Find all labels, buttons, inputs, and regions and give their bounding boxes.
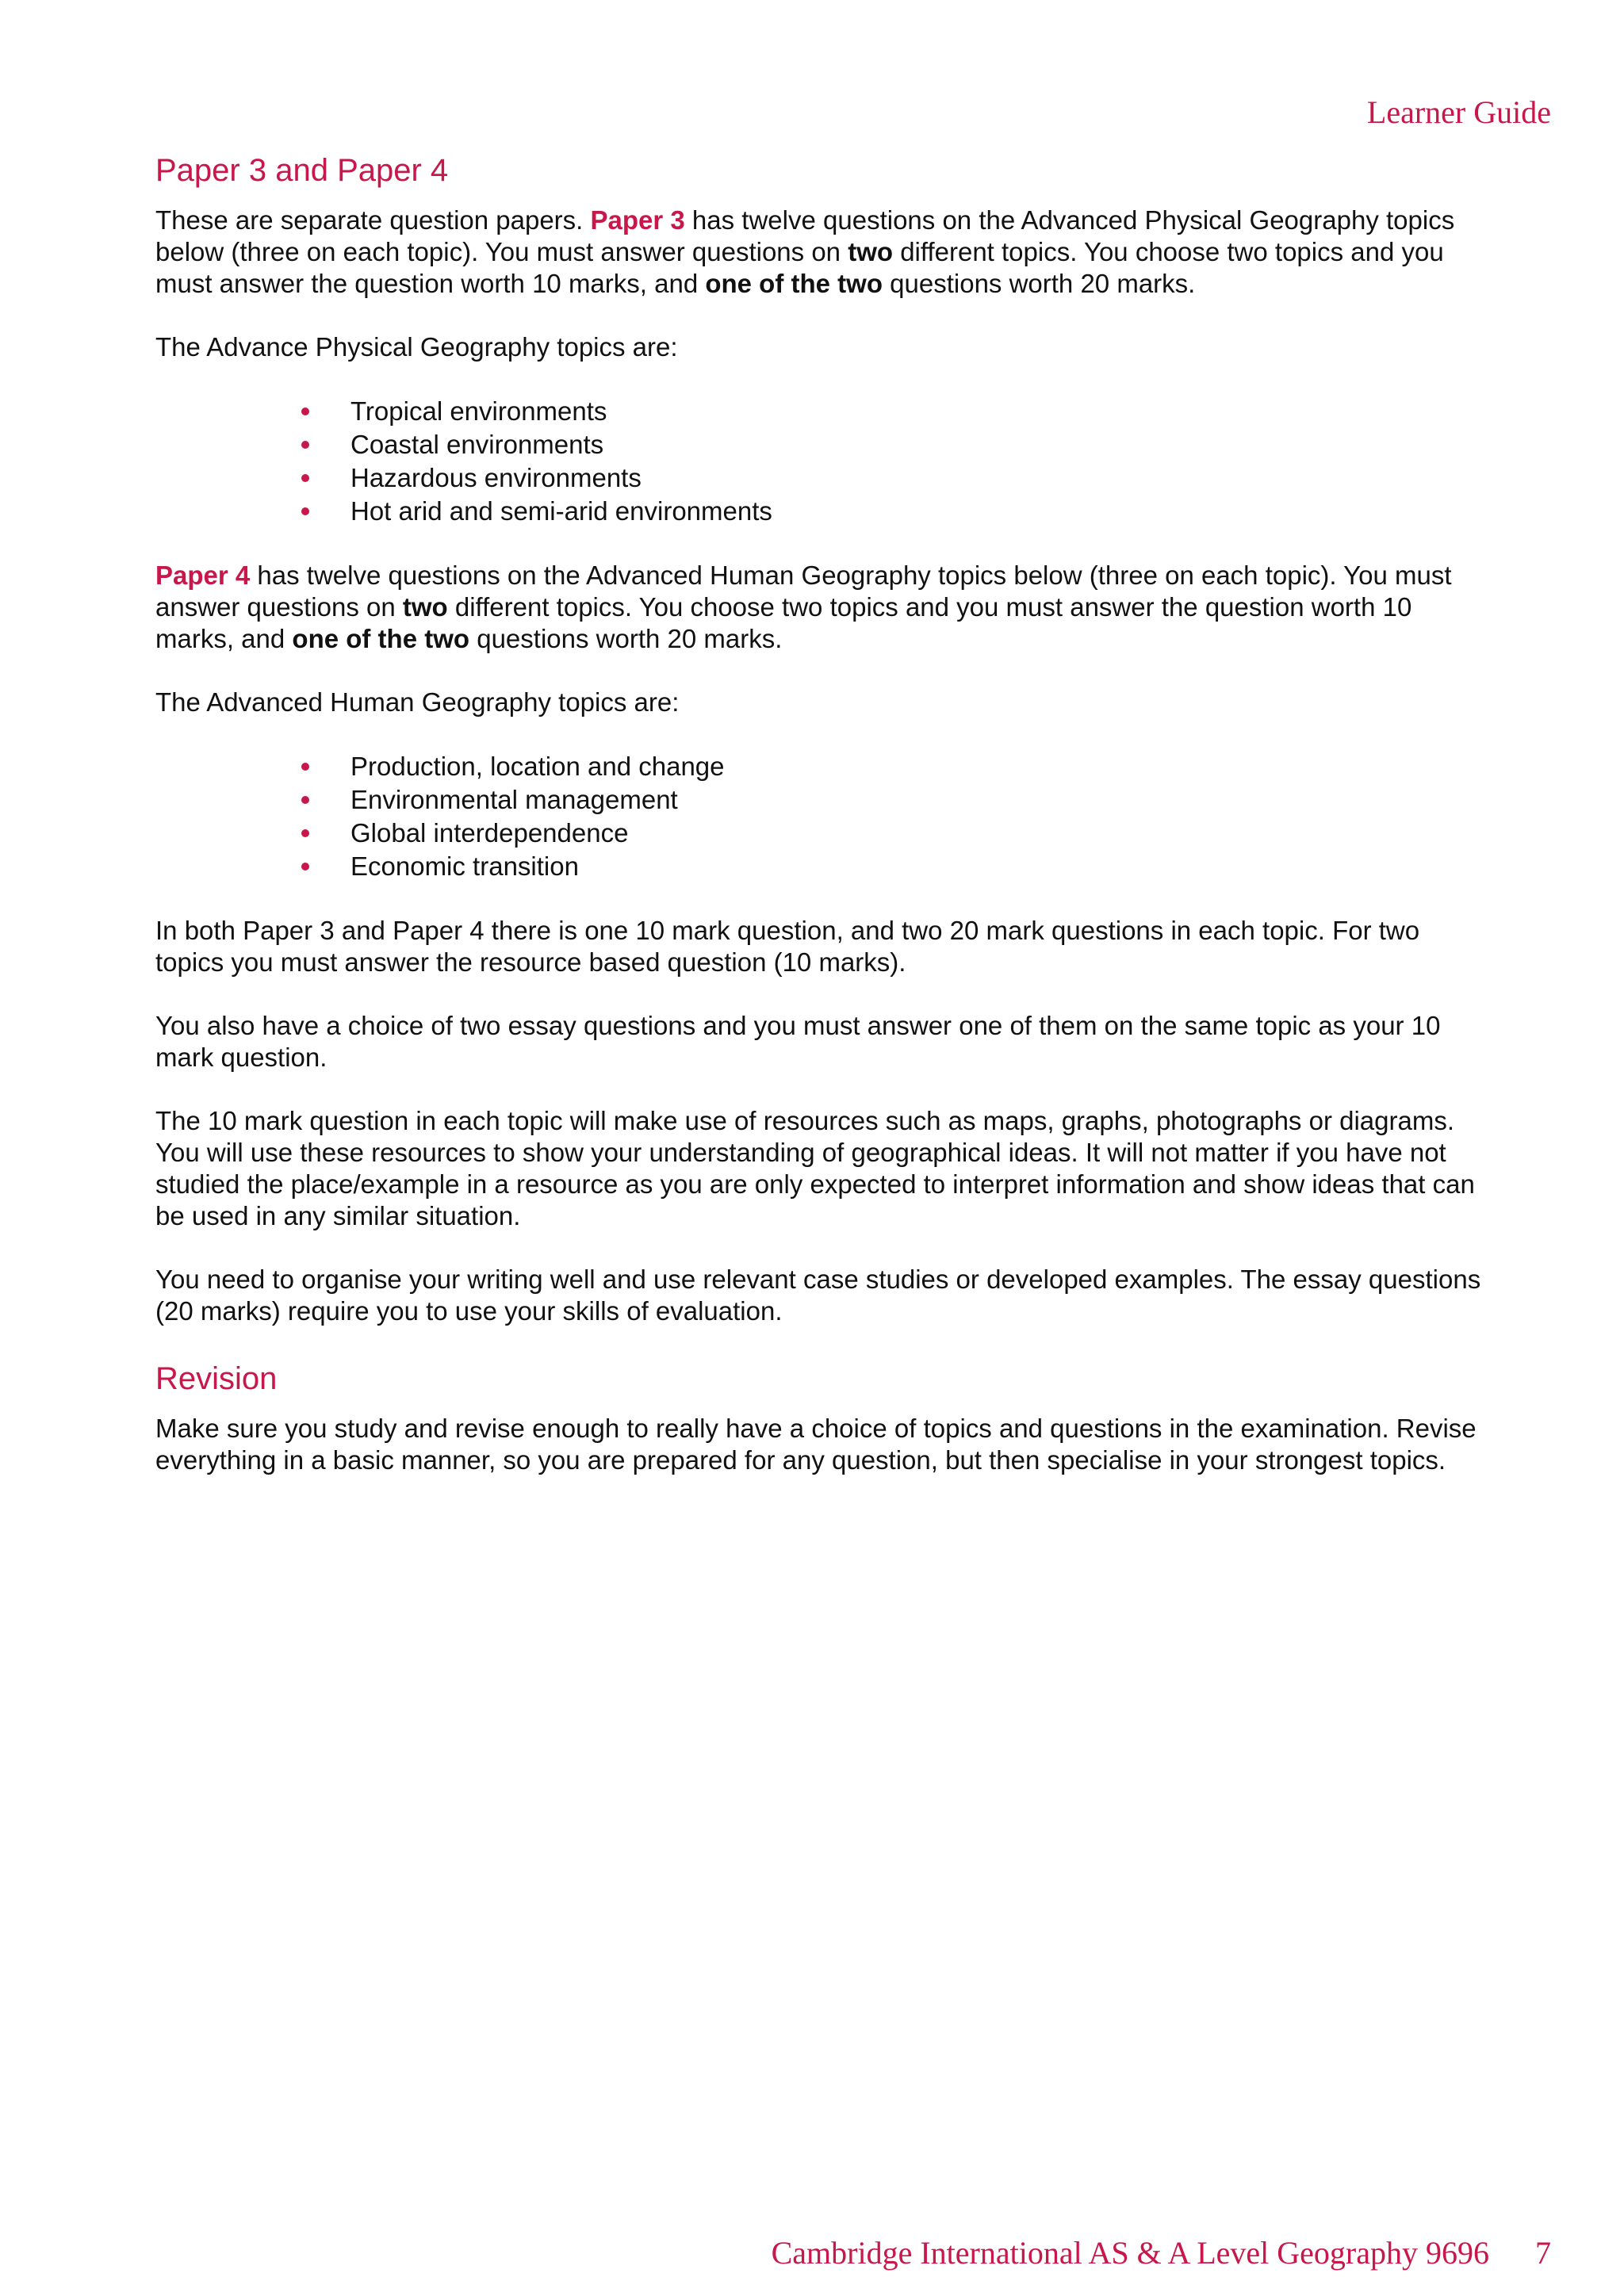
- text-run: has twelve questions on the Advanced Human Geography topics below (three on each topic). You must answer questions on: [155, 561, 1452, 622]
- human-topics-intro: The Advanced Human Geography topics are:: [155, 687, 680, 717]
- paragraph-both-papers: In both Paper 3 and Paper 4 there is one 10 mark question, and two 20 mark questions in each topic. For two topics you must answer the resource based question (10 marks).: [155, 916, 1420, 977]
- list-item: Economic transition: [301, 850, 1488, 883]
- page-footer: [772, 2234, 1551, 2271]
- physical-topics-list: [155, 395, 1488, 528]
- text-run: questions worth 20 marks.: [469, 624, 783, 653]
- human-topics-list: [155, 750, 1488, 883]
- section-heading-papers: Paper 3 and Paper 4: [155, 153, 449, 188]
- list-item: Environmental management: [301, 783, 1488, 817]
- paper3-highlight: Paper 3: [590, 205, 685, 235]
- bold-one-of-two: one of the two: [292, 624, 470, 653]
- list-item: Production, location and change: [301, 750, 1488, 783]
- bold-two: two: [402, 592, 448, 622]
- content: [155, 151, 1488, 1476]
- text-run: different topics. You choose two topics and you must answer the question worth 10 marks, and: [155, 592, 1412, 653]
- physical-topics-intro: The Advance Physical Geography topics are:: [155, 332, 678, 362]
- footer-course-title: Cambridge International AS & A Level Geography 9696: [771, 2235, 1489, 2271]
- list-item: Global interdependence: [301, 817, 1488, 850]
- paragraph-essay-choice: You also have a choice of two essay questions and you must answer one of them on the same topic as your 10 mark question.: [155, 1011, 1441, 1072]
- paragraph-paper3: [155, 205, 1488, 300]
- paragraph-resources: The 10 mark question in each topic will make use of resources such as maps, graphs, photographs or diagrams. You will use these resources to show your understanding of geographical ideas. It will not matter if you have not studied the place/example in a resource as you are only expected to interpret information and show ideas that can be used in any similar situation.: [155, 1106, 1475, 1230]
- list-item: Coastal environments: [301, 428, 1488, 461]
- paper4-highlight: Paper 4: [155, 561, 251, 590]
- running-header: Learner Guide: [1366, 94, 1551, 130]
- section-heading-revision: Revision: [155, 1361, 278, 1396]
- bold-one-of-two: one of the two: [705, 269, 883, 298]
- list-item: Tropical environments: [301, 395, 1488, 428]
- paragraph-paper4: [155, 560, 1488, 655]
- page-number: 7: [1535, 2235, 1551, 2271]
- text-run: questions worth 20 marks.: [882, 269, 1196, 298]
- text-run: has twelve questions on the Advanced Physical Geography topics below (three on each topic). You must answer questions on: [155, 205, 1455, 266]
- text-run: different topics. You choose two topics and you must answer the question worth 10 marks, and: [155, 237, 1444, 298]
- text-run: These are separate question papers.: [155, 205, 591, 235]
- paragraph-revision: Make sure you study and revise enough to really have a choice of topics and questions in the examination. Revise everything in a basic manner, so you are prepared for any question, but then specialise in your strongest topics.: [155, 1414, 1477, 1475]
- bold-two: two: [848, 237, 894, 266]
- paragraph-organise: You need to organise your writing well and use relevant case studies or developed examples. The essay questions (20 marks) require you to use your skills of evaluation.: [155, 1265, 1481, 1326]
- list-item: Hazardous environments: [301, 461, 1488, 495]
- list-item: Hot arid and semi-arid environments: [301, 495, 1488, 528]
